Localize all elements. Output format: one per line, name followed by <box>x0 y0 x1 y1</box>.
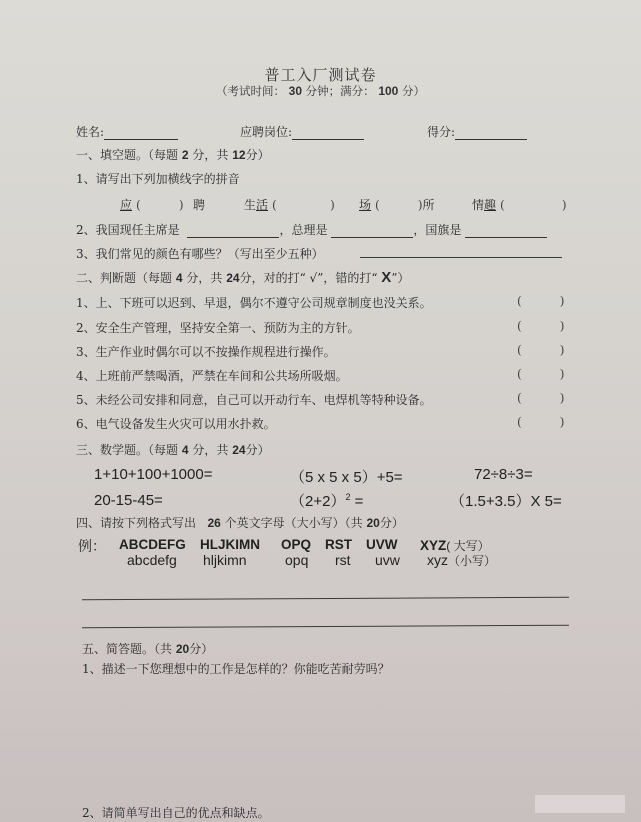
heading-text: ”，错的打“ <box>317 271 378 285</box>
short-answer-question-2: 2、请简单写出自己的优点和缺点。 <box>82 806 270 820</box>
question-text: ，国旗是 <box>413 223 462 237</box>
alphabet-answer-line-2[interactable] <box>82 625 569 629</box>
pinyin-blank[interactable]: ( ) <box>500 198 567 212</box>
section-3-heading <box>76 441 270 458</box>
upper-group-3: OPQ <box>281 537 312 552</box>
points-total: 20 <box>175 642 190 656</box>
judgement-question-1: 1、上、下班可以迟到、早退，偶尔不遵守公司规章制度也没关系。 <box>76 296 432 310</box>
heading-text: 分，共 <box>186 271 223 285</box>
equals: = <box>350 493 364 510</box>
pinyin-item <box>472 196 567 213</box>
pinyin-item <box>244 196 335 213</box>
note: ( 大写） <box>446 539 490 553</box>
expression: （2+2） <box>290 493 346 510</box>
heading-text: 分，共 <box>192 443 229 457</box>
example-label: 例： <box>78 539 106 555</box>
position-label: 应聘岗位: <box>240 125 293 139</box>
letters: XYZ <box>420 538 447 553</box>
points-per: 2 <box>181 148 189 162</box>
subtitle-time-label: （考试时间： <box>215 84 285 98</box>
heading-text: 二、判断题（每题 <box>76 271 173 285</box>
heading-text: 一、填空题。（每题 <box>76 148 179 162</box>
heading-text: 分，共 <box>192 148 229 162</box>
exam-subtitle <box>0 83 641 99</box>
paren: ( <box>517 367 522 381</box>
alphabet-answer-line-1[interactable] <box>82 597 569 601</box>
check-mark-icon: √ <box>309 271 318 285</box>
pinyin-blank[interactable]: ( ) <box>136 198 184 212</box>
heading-text: 四、请按下列格式写出 <box>76 516 197 530</box>
points-total: 24 <box>226 271 240 285</box>
time-value: 30 <box>288 84 302 98</box>
paren: ( <box>517 415 522 429</box>
section-5-heading <box>82 640 213 657</box>
page-title: 普工入厂测试卷 <box>264 66 377 84</box>
heading-text: 分） <box>245 443 270 457</box>
heading-text: 个英文字母（大小写）（共 <box>224 516 363 530</box>
paren: ) <box>559 294 565 308</box>
judgement-question-6: 6、电气设备发生火灾可以用水扑救。 <box>76 417 276 431</box>
question-text: ，总理是 <box>279 223 328 237</box>
judgement-question-4: 4、上班前严禁喝酒，严禁在车间和公共场所吸烟。 <box>76 369 348 383</box>
heading-text: ”） <box>391 271 410 285</box>
name-label: 姓名: <box>76 125 105 139</box>
underlined-char: 应 <box>120 198 133 212</box>
premier-blank[interactable] <box>331 225 413 238</box>
lower-group-3: opq <box>285 552 309 568</box>
paren: ) <box>559 415 565 429</box>
score-field-row <box>427 123 527 140</box>
plain-char: 情 <box>472 198 485 212</box>
underlined-char: 趣 <box>484 198 497 212</box>
math-problem-3: 72÷8÷3= <box>474 466 533 483</box>
points-per: 4 <box>175 271 183 285</box>
paren: ) <box>559 319 565 333</box>
answer-box-3[interactable] <box>517 343 564 357</box>
watermark-blur <box>535 795 625 813</box>
letters: xyz <box>427 552 448 568</box>
answer-box-5[interactable] <box>517 391 564 405</box>
pinyin-item-post: 聘 <box>193 198 206 212</box>
lower-group-6 <box>427 552 496 569</box>
math-problem-2: （5 x 5 x 5）+5= <box>290 469 403 486</box>
points-per: 4 <box>181 443 189 457</box>
paren: ) <box>559 343 565 357</box>
position-field-row <box>240 123 364 140</box>
score-value: 100 <box>378 84 399 98</box>
flag-blank[interactable] <box>465 225 547 238</box>
paren: ( <box>517 319 522 333</box>
underlined-char: 场 <box>359 198 372 212</box>
president-blank[interactable] <box>187 225 279 238</box>
score-blank[interactable] <box>455 127 527 140</box>
subtitle-score-unit: 分） <box>402 84 425 98</box>
colors-answer-line[interactable] <box>360 257 562 258</box>
name-field-row <box>76 123 178 140</box>
exponent: 2 <box>345 492 351 502</box>
section-1-heading <box>76 146 270 163</box>
plain-char: 所 <box>422 198 435 212</box>
answer-box-4[interactable] <box>517 367 564 381</box>
math-problem-4: 20-15-45= <box>94 492 163 509</box>
upper-group-4: RST <box>325 537 352 552</box>
heading-text: 分，对的打“ <box>239 271 306 285</box>
answer-box-6[interactable] <box>517 415 564 429</box>
math-problem-5 <box>290 490 363 511</box>
pinyin-item <box>120 196 224 213</box>
upper-group-1: ABCDEFG <box>119 537 186 552</box>
question-1-1: 1、请写出下列加横线字的拼音 <box>76 172 240 186</box>
judgement-question-2: 2、安全生产管理，坚持安全第一、预防为主的方针。 <box>76 321 360 335</box>
paren: ) <box>559 367 565 381</box>
answer-box-1[interactable] <box>517 294 564 308</box>
math-problem-6: （1.5+3.5）X 5= <box>450 493 562 510</box>
heading-text: 分） <box>379 516 404 530</box>
heading-text: 分） <box>245 148 270 162</box>
lower-group-2: hljkimn <box>203 552 247 568</box>
upper-group-2: HLJKIMN <box>200 537 260 552</box>
underlined-char: 活 <box>256 198 269 212</box>
heading-text: 五、简答题。（共 <box>82 642 173 656</box>
question-text: 2、我国现任主席是 <box>76 223 180 237</box>
lower-group-5: uvw <box>375 552 400 568</box>
paren: ( <box>517 391 522 405</box>
heading-text: 分） <box>189 642 214 656</box>
judgement-question-3: 3、生产作业时偶尔可以不按操作规程进行操作。 <box>76 345 336 359</box>
position-blank[interactable] <box>292 127 364 140</box>
question-1-3: 3、我们常见的颜色有哪些？（写出至少五种） <box>76 247 324 261</box>
plain-char: 生 <box>244 198 257 212</box>
lower-group-4: rst <box>335 552 351 568</box>
section-4-heading <box>76 514 404 531</box>
upper-group-5: UVW <box>366 537 398 552</box>
paren: ( <box>517 294 522 308</box>
short-answer-question-1: 1、描述一下您理想中的工作是怎样的？你能吃苦耐劳吗？ <box>82 662 390 676</box>
cross-mark-icon: X <box>381 269 392 286</box>
pinyin-item <box>359 196 435 213</box>
paren: ) <box>559 391 565 405</box>
answer-box-2[interactable] <box>517 319 564 333</box>
subtitle-score-label: 分钟；满分： <box>305 84 375 98</box>
points-total: 24 <box>232 443 246 457</box>
paren: ( <box>517 343 522 357</box>
judgement-question-5: 5、未经公司安排和同意，自己可以开动行车、电焊机等特种设备。 <box>76 393 432 407</box>
score-label: 得分: <box>427 125 456 139</box>
name-blank[interactable] <box>104 127 178 140</box>
points-total: 20 <box>366 516 380 530</box>
pinyin-blank[interactable]: ( ) <box>272 198 335 212</box>
points-total: 12 <box>232 148 246 162</box>
section-2-heading <box>76 269 409 286</box>
pinyin-blank[interactable]: ( ) <box>375 198 423 212</box>
answer-area-1[interactable] <box>82 680 562 790</box>
math-problem-1: 1+10+100+1000= <box>94 466 213 483</box>
lower-group-1: abcdefg <box>127 552 177 568</box>
note: （小写） <box>448 554 497 568</box>
letter-count: 26 <box>207 516 221 530</box>
question-1-2 <box>76 221 547 238</box>
heading-text: 三、数学题。（每题 <box>76 443 179 457</box>
